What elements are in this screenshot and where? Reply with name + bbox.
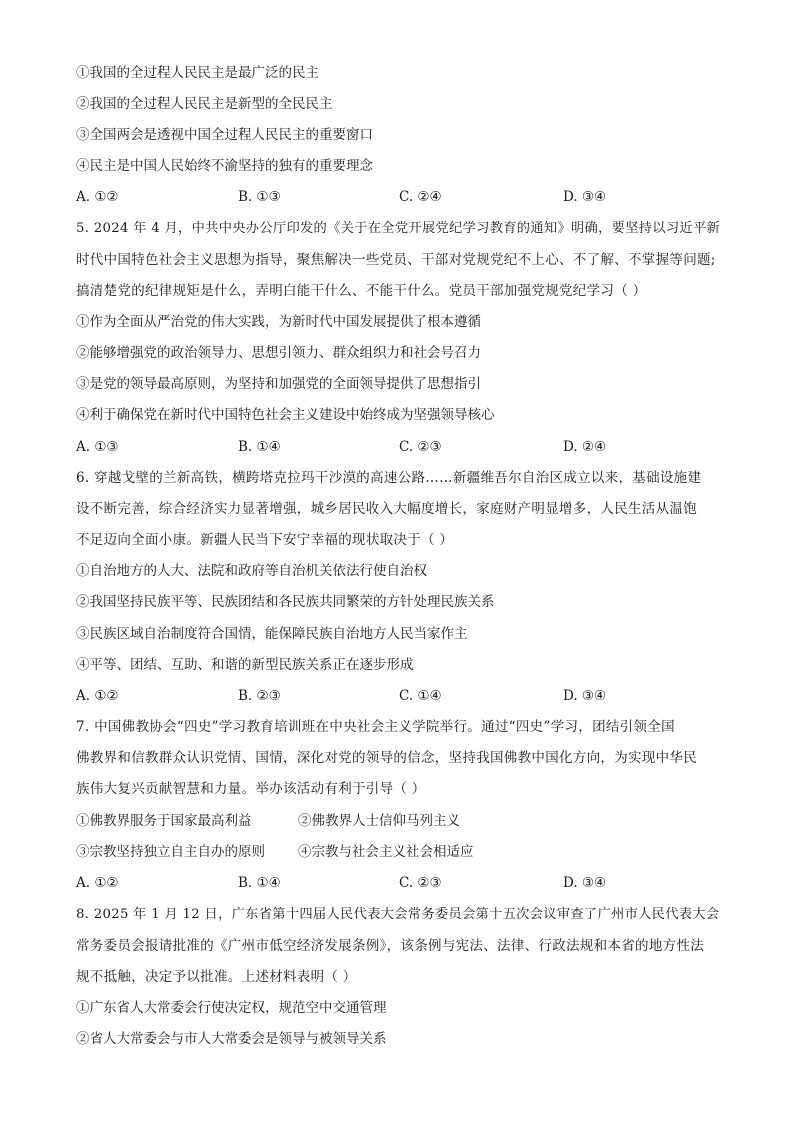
q8-stem-line-2: 常务委员会报请批准的《广州市低空经济发展条例》，该条例与宪法、法律、行政法规和本省的地方性法 [76,938,705,954]
q7-option-b: B. ①④ [238,875,281,891]
q7-stem-line-1: 7. 中国佛教协会“四史”学习教育培训班在中央社会主义学院举行。通过“四史”学习，团结引领全国 [76,719,675,735]
q7-option-c: C. ②③ [399,875,442,891]
q5-option-d: D. ②④ [563,439,607,455]
q6-item-4: ④平等、团结、互助、和谐的新型民族关系正在逐步形成 [76,657,414,673]
q6-option-d: D. ③④ [563,688,607,704]
q6-item-2: ②我国坚持民族平等、民族团结和各民族共同繁荣的方针处理民族关系 [76,594,495,610]
q7-stem-line-3: 族伟大复兴贡献智慧和力量。举办该活动有利于引导（ ） [76,781,426,797]
q4-option-c: C. ②④ [399,189,442,205]
q7-items-row-1 [76,812,724,830]
q6-stem-line-2: 设不断完善，综合经济实力显著增强，城乡居民收入大幅度增长，家庭财产明显增多，人民生活从温饱 [76,501,697,517]
q7-options [76,874,724,892]
q8-stem-line-1: 8. 2025 年 1 月 12 日，广东省第十四届人民代表大会常务委员会第十五次会议审查了广州市人民代表大会 [76,907,720,922]
q6-options [76,687,724,705]
q5-stem-line-3: 搞清楚党的纪律规矩是什么，弄明白能干什么、不能干什么。党员干部加强党规党纪学习（ ） [76,283,647,299]
q5-item-1: ①作为全面从严治党的伟大实践，为新时代中国发展提供了根本遵循 [76,314,481,330]
q7-item-1: ①佛教界服务于国家最高利益 [76,813,252,829]
q4-option-a: A. ①② [76,189,119,205]
q4-item-2: ②我国的全过程人民民主是新型的全民民主 [76,96,333,112]
q8-item-1: ①广东省人大常委会行使决定权，规范空中交通管理 [76,1000,387,1016]
q6-option-a: A. ①② [76,688,119,704]
q5-stem-line-1: 5. 2024 年 4 月，中共中央办公厅印发的《关于在全党开展党纪学习教育的通知》明确，要坚持以习近平新 [76,221,721,236]
q5-option-b: B. ①④ [238,439,281,455]
q7-item-4: ④宗教与社会主义社会相适应 [298,844,474,860]
q6-option-c: C. ①④ [399,688,442,704]
q7-stem-line-2: 佛教界和信教群众认识党情、国情，深化对党的领导的信念，坚持我国佛教中国化方向，为实现中华民 [76,750,697,766]
q4-item-3: ③全国两会是透视中国全过程人民民主的重要窗口 [76,127,373,143]
q8-item-2: ②省人大常委会与市人大常委会是领导与被领导关系 [76,1031,387,1047]
q7-item-3: ③宗教坚持独立自主自办的原则 [76,844,265,860]
q5-item-4: ④利于确保党在新时代中国特色社会主义建设中始终成为坚强领导核心 [76,407,495,423]
q6-stem-line-3: 不足迈向全面小康。新疆人民当下安宁幸福的现状取决于（ ） [76,532,454,548]
q5-option-c: C. ②③ [399,439,442,455]
q4-option-b: B. ①③ [238,189,281,205]
q7-option-a: A. ①② [76,875,119,891]
q7-items-row-2 [76,843,724,861]
q4-option-d: D. ③④ [563,189,607,205]
q7-item-2: ②佛教界人士信仰马列主义 [298,813,460,829]
q5-options [76,438,724,456]
q6-item-3: ③民族区域自治制度符合国情，能保障民族自治地方人民当家作主 [76,626,468,642]
q6-item-1: ①自治地方的人大、法院和政府等自治机关依法行使自治权 [76,563,427,579]
q7-option-d: D. ③④ [563,875,607,891]
q4-options [76,188,724,206]
q4-item-1: ①我国的全过程人民民主是最广泛的民主 [76,65,319,81]
q6-option-b: B. ②③ [238,688,281,704]
q8-stem-line-3: 规不抵触，决定予以批准。上述材料表明（ ） [76,969,357,985]
q5-item-3: ③是党的领导最高原则，为坚持和加强党的全面领导提供了思想指引 [76,376,481,392]
q6-stem-line-1: 6. 穿越戈壁的兰新高铁，横跨塔克拉玛干沙漠的高速公路……新疆维吾尔自治区成立以来，基础设施建 [76,470,702,486]
q4-item-4: ④民主是中国人民始终不渝坚持的独有的重要理念 [76,158,373,174]
q5-item-2: ②能够增强党的政治领导力、思想引领力、群众组织力和社会号召力 [76,345,481,361]
q5-stem-line-2: 时代中国特色社会主义思想为指导，聚焦解决一些党员、干部对党规党纪不上心、不了解、不掌握等问题; [76,252,716,268]
q5-option-a: A. ①③ [76,439,119,455]
